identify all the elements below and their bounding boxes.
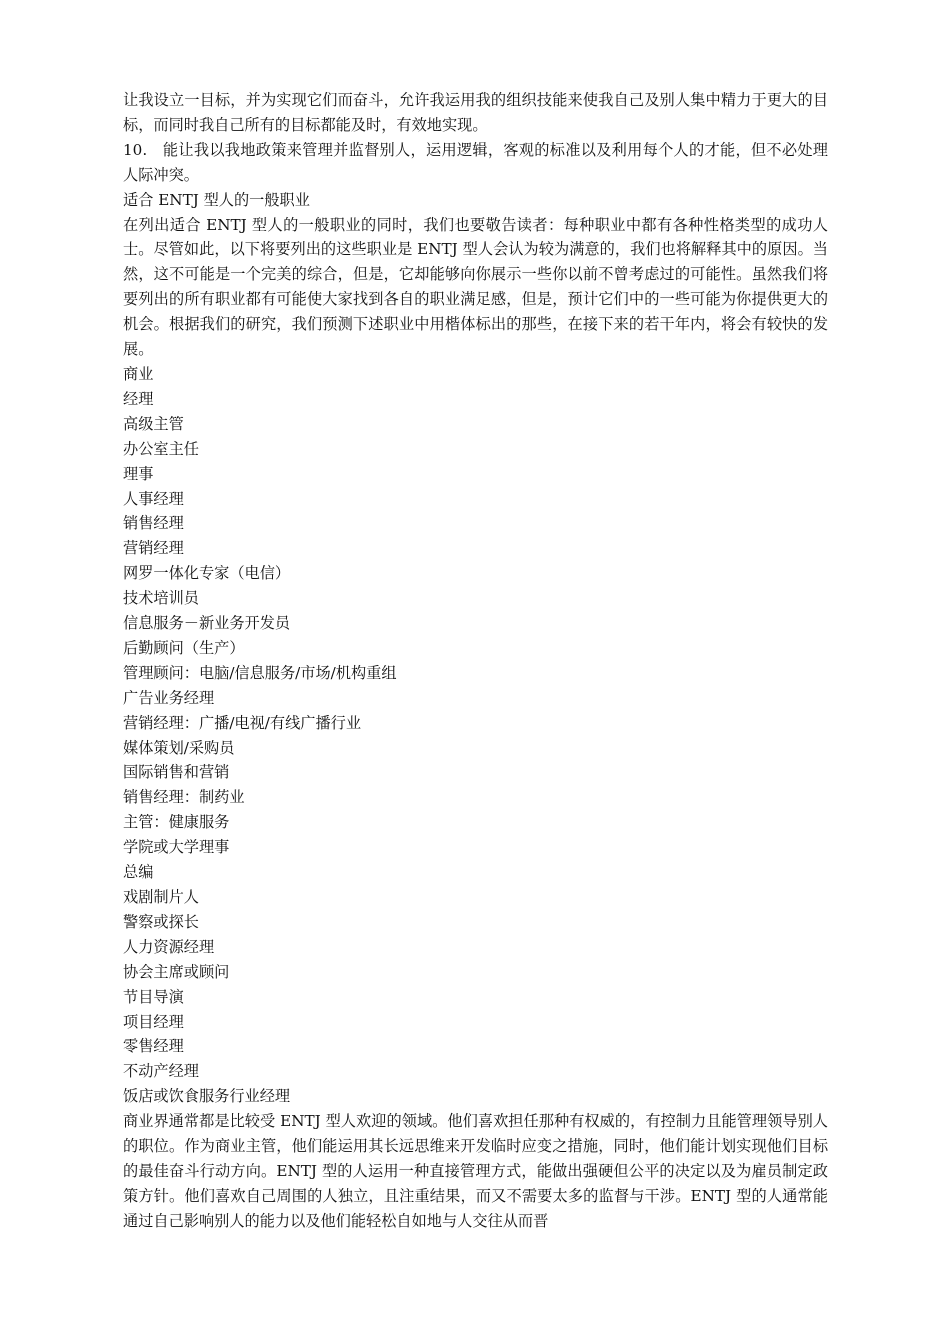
document-page [123,88,828,1234]
job-item: 经理 [123,389,154,408]
paragraph-item-10: 10. 能让我以我地政策来管理并监督别人，运用逻辑，客观的标准以及利用每个人的才能，但不必处理人际冲突。 [123,140,828,184]
job-item: 主管：健康服务 [123,813,230,832]
job-item: 办公室主任 [123,439,199,458]
section-title: 适合 ENTJ 型人的一般职业 [123,190,310,209]
job-item: 信息服务－新业务开发员 [123,614,291,633]
job-list [123,387,828,1109]
paragraph-goal-continuation: 让我设立一目标，并为实现它们而奋斗，允许我运用我的组织技能来使我自己及别人集中精力于更大的目标，而同时我自己所有的目标都能及时，有效地实现。 [123,91,828,134]
job-item: 理事 [123,464,154,483]
job-item: 人力资源经理 [123,937,215,956]
category-heading: 商业 [123,364,154,383]
job-item: 国际销售和营销 [123,763,230,782]
job-item: 零售经理 [123,1037,184,1056]
job-item: 项目经理 [123,1012,184,1031]
job-item: 销售经理 [123,514,184,533]
job-item: 饭店或饮食服务行业经理 [123,1087,291,1106]
job-item: 学院或大学理事 [123,838,230,857]
job-item: 高级主管 [123,414,184,433]
job-item: 营销经理：广播/电视/有线广播行业 [123,713,362,732]
job-item: 营销经理 [123,539,184,558]
job-item: 广告业务经理 [123,688,215,707]
job-item: 协会主席或顾问 [123,962,230,981]
job-item: 不动产经理 [123,1062,199,1081]
intro-paragraph: 在列出适合 ENTJ 型人的一般职业的同时，我们也要敬告读者：每种职业中都有各种性格类型的成功人士。尽管如此，以下将要列出的这些职业是 ENTJ 型人会认为较为满意的，我们也将解释其中的原因。当然，这不可能是一个完美的综合，但是，它却能够向你展示一些你以前不曾考虑过的可能性。虽然我们将要列出的所有职业都有可能使大家找到各自的职业满足感，但是，预计它们中的一些可能为你提供更大的机会。根据我们的研究，我们预测下述职业中用楷体标出的那些，在接下来的若干年内，将会有较快的发展。 [123,215,828,359]
job-item: 技术培训员 [123,589,199,608]
job-item: 后勤顾问（生产） [123,638,245,657]
job-item: 戏剧制片人 [123,888,199,906]
job-item: 总编 [123,863,154,882]
job-item: 管理顾问：电脑/信息服务/市场/机构重组 [123,663,397,682]
job-item: 媒体策划/采购员 [123,738,235,757]
job-item: 节目导演 [123,987,184,1006]
closing-paragraph: 商业界通常都是比较受 ENTJ 型人欢迎的领域。他们喜欢担任那种有权威的，有控制力且能管理领导别人的职位。作为商业主管，他们能运用其长远思维来开发临时应变之措施，同时，他们能计划实现他们目标的最佳奋斗行动方向。ENTJ 型的人运用一种直接管理方式，能做出强硬但公平的决定以及为雇员制定政策方针。他们喜欢自己周围的人独立，且注重结果，而又不需要太多的监督与干涉。ENTJ 型的人通常能通过自己影响别人的能力以及他们能轻松自如地与人交往从而晋 [123,1112,828,1230]
job-item: 网罗一体化专家（电信） [123,564,291,583]
job-item: 警察或探长 [123,912,199,931]
job-item: 人事经理 [123,489,184,508]
job-item: 销售经理：制药业 [123,788,245,807]
